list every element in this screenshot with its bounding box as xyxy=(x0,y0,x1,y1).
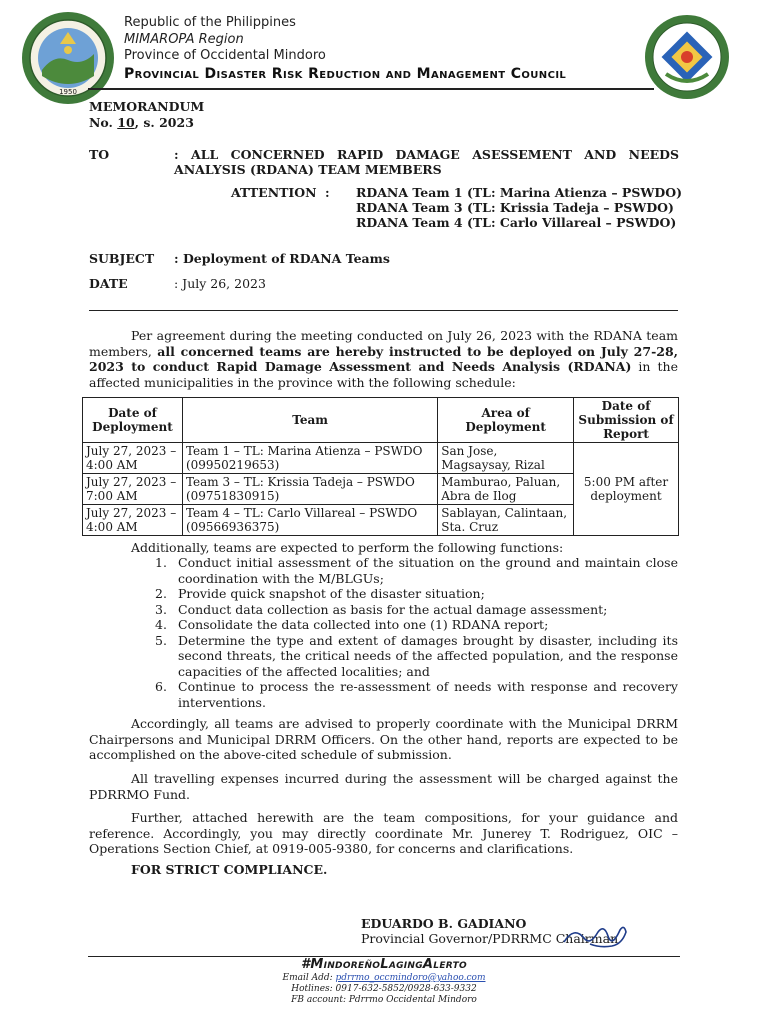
area-cell: San Jose, Magsaysay, Rizal xyxy=(438,443,574,474)
footer-email-line: Email Add: pdrrmo_occmindoro@yahoo.com xyxy=(282,973,486,983)
compliance-note: FOR STRICT COMPLIANCE. xyxy=(131,862,328,877)
team-cell: Team 1 – TL: Marina Atienza – PSWDO (09950219653) xyxy=(182,443,437,474)
list-item: 2. Provide quick snapshot of the disaster situation; xyxy=(155,586,485,601)
table-row xyxy=(83,443,679,474)
attention-list xyxy=(356,185,682,230)
memo-number: No. 10, s. 2023 xyxy=(89,115,194,130)
schedule-table xyxy=(82,397,679,536)
table-header-cell: Date of Deployment xyxy=(83,398,183,443)
signatory-title: Provincial Governor/PDRRMC Chairman xyxy=(361,931,619,946)
list-item: 4. Consolidate the data collected into one (1) RDANA report; xyxy=(155,617,549,632)
seal-year: 1950 xyxy=(59,88,77,96)
footer-hotlines: Hotlines: 0917-632-5852/0928-633-9332 xyxy=(291,984,477,994)
table-header-cell: Date of Submission of Report xyxy=(574,398,679,443)
attention-item: RDANA Team 1 (TL: Marina Atienza – PSWDO) xyxy=(356,185,683,200)
deployment-date-cell: July 27, 2023 – 4:00 AM xyxy=(83,505,183,536)
body-paragraph-1-emphasis: all concerned teams are hereby instructed to be deployed on July 27-28, 2023 to conduct Rapid Damage Assessment and Needs Analysis (RDANA) xyxy=(89,343,679,374)
list-item: 1. Conduct initial assessment of the situation on the ground and maintain close coordination with the M/BLGUs; xyxy=(155,555,678,586)
functions-list xyxy=(89,555,678,710)
team-cell: Team 3 – TL: Krissia Tadeja – PSWDO (09751830915) xyxy=(182,474,437,505)
header-region: MIMAROPA Region xyxy=(124,32,244,47)
to-value: : ALL CONCERNED RAPID DAMAGE ASESSEMENT AND NEEDS ANALYSIS (RDANA) TEAM MEMBERS xyxy=(174,147,679,177)
deployment-date-cell: July 27, 2023 – 7:00 AM xyxy=(83,474,183,505)
area-cell: Mamburao, Paluan, Abra de Ilog xyxy=(438,474,574,505)
body-paragraph-4: All travelling expenses incurred during the assessment will be charged against the PDRRMO Fund. xyxy=(89,771,678,802)
date-label: DATE xyxy=(89,276,128,291)
footer-email-link[interactable]: pdrrmo_occmindoro@yahoo.com xyxy=(335,973,486,983)
attention-item: RDANA Team 4 (TL: Carlo Villareal – PSWDO) xyxy=(356,215,677,230)
body-paragraph-3: Accordingly, all teams are advised to properly coordinate with the Municipal DRRM Chairpersons and Municipal DRRM Officers. On the other hand, reports are expected to be accomplished on the above-cited schedule of submission. xyxy=(89,716,678,762)
header-province: Province of Occidental Mindoro xyxy=(124,48,326,63)
to-label: TO xyxy=(89,147,110,162)
table-header-cell: Team xyxy=(182,398,437,443)
subject-value: : Deployment of RDANA Teams xyxy=(174,251,390,266)
submission-cell: 5:00 PM after deployment xyxy=(574,443,679,536)
deployment-date-cell: July 27, 2023 – 4:00 AM xyxy=(83,443,183,474)
header-council: Provincial Disaster Risk Reduction and Management Council xyxy=(124,66,567,82)
header-rule xyxy=(88,88,654,90)
area-cell: Sablayan, Calintaan, Sta. Cruz xyxy=(438,505,574,536)
list-item: 6. Continue to process the re-assessment of needs with response and recovery interventions. xyxy=(155,679,678,710)
list-item: 5. Determine the type and extent of damages brought by disaster, including its second threats, the critical needs of the affected population, and the response capacities of the affected localities; and xyxy=(155,632,678,679)
subject-label: SUBJECT xyxy=(89,251,155,266)
attention-label: ATTENTION xyxy=(231,185,317,200)
attention-item: RDANA Team 3 (TL: Krissia Tadeja – PSWDO) xyxy=(356,200,674,215)
date-value: : July 26, 2023 xyxy=(174,276,266,291)
list-item: 3. Conduct data collection as basis for the actual damage assessment; xyxy=(155,601,608,617)
team-cell: Team 4 – TL: Carlo Villareal – PSWDO (09566936375) xyxy=(182,505,437,536)
body-paragraph-2: Additionally, teams are expected to perform the following functions: xyxy=(131,540,564,555)
memo-title: MEMORANDUM xyxy=(89,99,205,114)
body-paragraph-5: Further, attached herewith are the team compositions, for your guidance and reference. Accordingly, you may directly coordinate Mr. Junerey T. Rodriguez, OIC – Operations Section Chief, at 0919-005-9380, for concerns and clarifications. xyxy=(89,810,678,856)
signature-icon xyxy=(560,922,630,952)
footer-hashtag: #MindoreñoLagingAlerto xyxy=(300,957,467,972)
province-seal-icon xyxy=(20,10,116,106)
header-republic: Republic of the Philippines xyxy=(124,15,296,30)
memo-divider xyxy=(89,310,678,311)
attention-colon: : xyxy=(325,185,330,200)
body-paragraph-1: Per agreement during the meeting conducted on July 26, 2023 with the RDANA team members, all concerned teams are hereby instructed to be deployed on July 27-28, 2023 to conduct Rapid Damage Assessment and Needs Analysis (RDANA) in the affected municipalities in the province with the following schedule: xyxy=(89,328,679,390)
memo-number-value: 10 xyxy=(117,115,135,130)
footer-fb-account: FB account: Pdrrmo Occidental Mindoro xyxy=(291,995,477,1005)
pdrrmc-seal-icon xyxy=(644,14,730,100)
signatory-name: EDUARDO B. GADIANO xyxy=(361,916,527,931)
table-header-cell: Area of Deployment xyxy=(438,398,574,443)
table-header-row xyxy=(83,398,679,443)
